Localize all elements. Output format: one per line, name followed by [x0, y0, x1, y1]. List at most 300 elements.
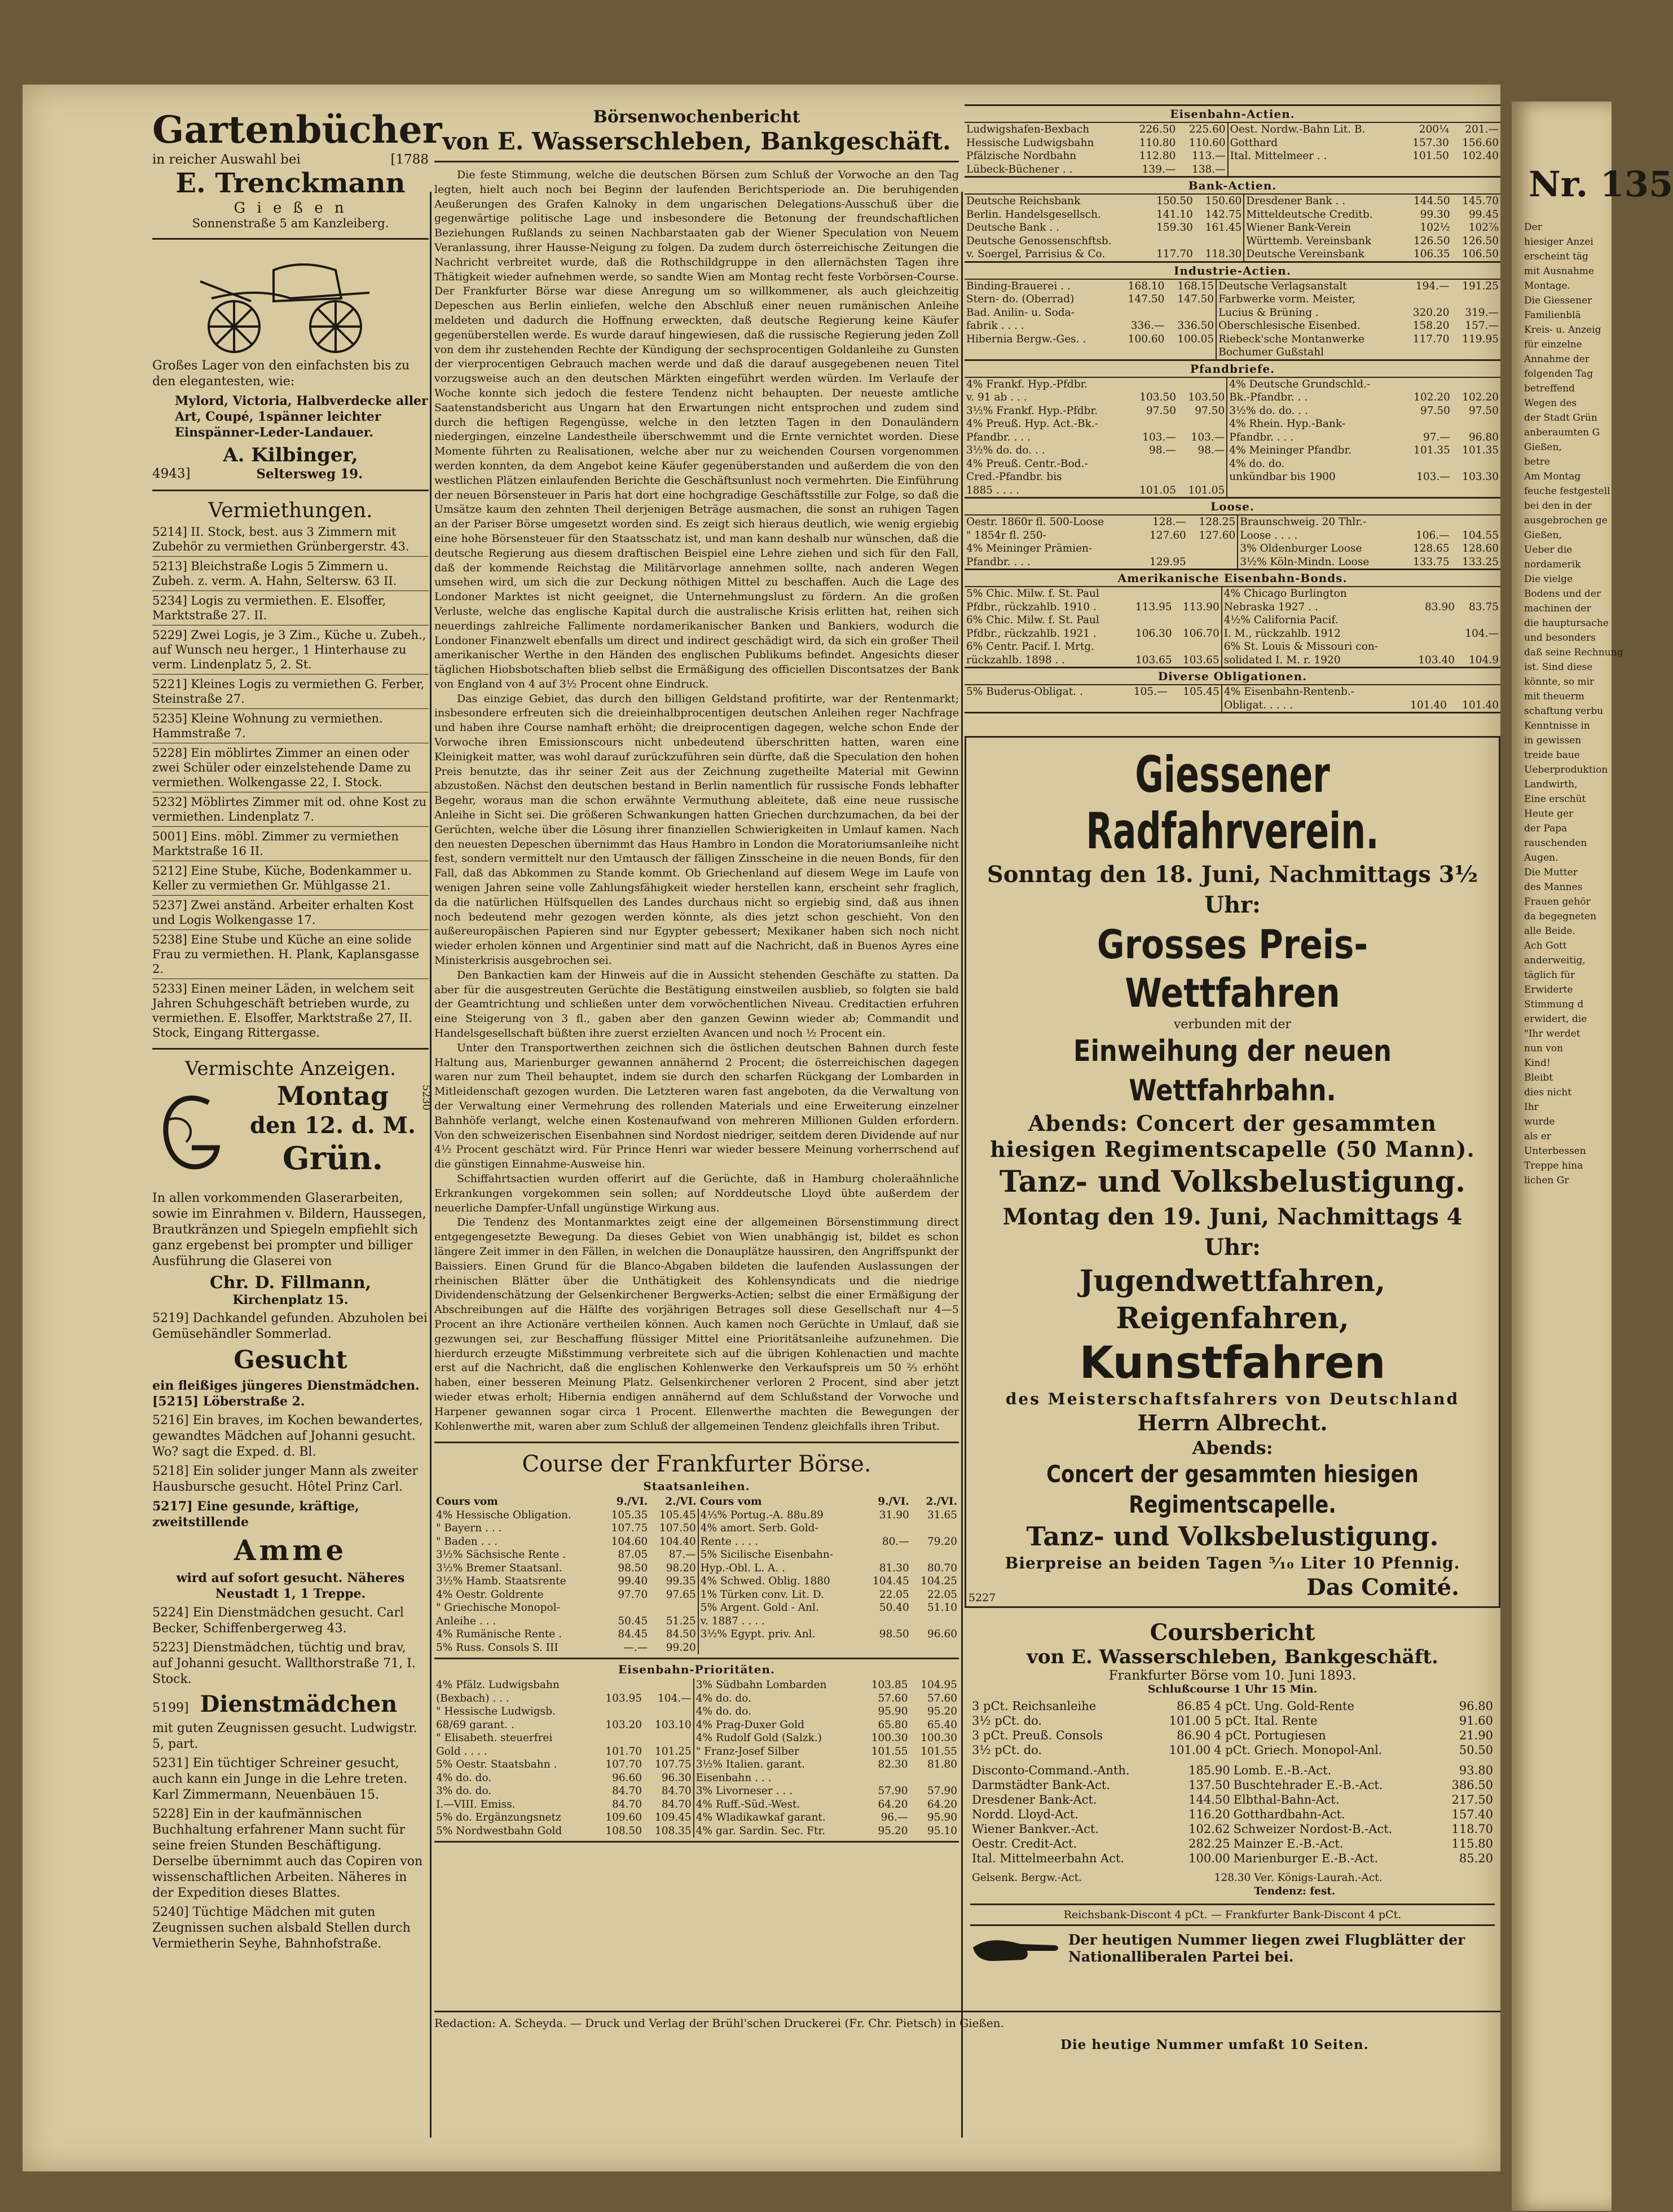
table-cell: 100.05: [1177, 333, 1214, 345]
table-cell: 200¼: [1419, 124, 1449, 135]
table-cell: 3½ pCt. do.: [972, 1714, 1042, 1728]
table-cell: Pfandbr. . . .: [966, 556, 1031, 568]
table-cell: 96.80: [1469, 431, 1499, 443]
table-cell: 102½: [1420, 222, 1450, 233]
table-cell: 51.10: [927, 1602, 957, 1614]
cb-gelsenk: Gelsenk. Bergw.-Act.: [972, 1872, 1082, 1884]
table-cell: 106.30: [1135, 627, 1172, 640]
next-page-fragment: täglich für: [1524, 970, 1575, 981]
next-page-number: Nr. 135: [1529, 164, 1673, 205]
table-cell: 101.00: [1169, 1714, 1211, 1728]
next-page-fragment: ausgebrochen ge: [1524, 515, 1608, 526]
table-cell: 147.50: [1177, 293, 1214, 305]
table-cell: 95.90: [878, 1706, 908, 1718]
table-cell: 97.65: [666, 1588, 696, 1601]
table-cell: [1451, 346, 1501, 359]
table-cell: Disconto-Command.-Anth.: [972, 1764, 1130, 1777]
table-cell: I. M., rückzahlb. 1912: [1222, 627, 1409, 641]
table-cell: Buschtehrader E.-B.-Act.: [1233, 1778, 1383, 1792]
table-cell: (Bexbach) . . .: [436, 1692, 509, 1704]
table-cell: Bochumer Gußstahl: [1216, 346, 1402, 359]
table-cell: Wiener Bank-Verein: [1244, 221, 1403, 235]
table-cell: " Elisabeth. steuerfrei: [436, 1732, 553, 1744]
table-cell: 95.20: [927, 1706, 957, 1718]
table-cell: 4% Meininger Prämien-: [966, 543, 1093, 554]
table-cell: 102.62: [1188, 1822, 1230, 1836]
gesucht-text: ein fleißiges jüngeres Dienstmädchen. [5215] Löberstraße 2.: [152, 1378, 420, 1409]
ad-divider: [152, 556, 429, 557]
verm-item: 5233] Einen meiner Läden, in welchem seit Jahren Schuhgeschäft betrieben wurde, zu vermiethen. E. Elsoffer, Marktstraße 27, II. Stock, Eingang Rittergasse.: [152, 982, 415, 1039]
table-row: [434, 1588, 959, 1602]
table-cell: [1401, 163, 1451, 177]
table-cell: 117.70: [1156, 248, 1193, 260]
montag-date: den 12. d. M.: [250, 1112, 416, 1139]
table-cell: [601, 1601, 649, 1615]
table-cell: 4% Ruff.-Süd.-West.: [694, 1798, 860, 1812]
table-cell: Oest. Nordw.-Bahn Lit. B.: [1228, 123, 1401, 136]
eisenprio-head: Eisenbahn-Prioritäten.: [618, 1663, 775, 1677]
table-row: [434, 1628, 959, 1641]
next-page-fragment: machinen der: [1524, 603, 1591, 614]
table-cell: [1117, 346, 1166, 359]
table-row: [965, 601, 1500, 614]
table-cell: 159.30: [1156, 222, 1193, 233]
table-cell: 102.20: [1414, 391, 1450, 403]
table-cell: 119.95: [1462, 333, 1499, 345]
table-cell: Mainzer E.-B.-Act.: [1233, 1837, 1344, 1850]
table-cell: 168.15: [1177, 280, 1214, 292]
next-page-fragment: Heute ger: [1524, 808, 1574, 819]
table-cell: Mitteldeutsche Creditb.: [1244, 208, 1403, 222]
table-cell: [1195, 235, 1244, 248]
table-row: [970, 1763, 1495, 1778]
table-cell: Darmstädter Bank-Act.: [972, 1778, 1111, 1792]
table-cell: 4% Frankf. Hyp.-Pfdbr.: [966, 378, 1088, 390]
table-row: [434, 1758, 959, 1772]
table-cell: 101.55: [871, 1745, 908, 1757]
table-row: [965, 235, 1500, 248]
table-row: [434, 1719, 959, 1732]
table-cell: 51.25: [666, 1615, 696, 1627]
table-cell: 138.—: [1191, 163, 1226, 175]
table-cell: 4% do. do.: [694, 1705, 860, 1719]
table-cell: [1409, 627, 1456, 641]
table-row: [965, 515, 1500, 529]
table-cell: 139.—: [1142, 163, 1176, 175]
table-cell: 57.60: [927, 1692, 957, 1704]
table-cell: [1403, 457, 1452, 471]
table-cell: 86.90: [1177, 1729, 1211, 1742]
table-cell: 112.80: [1139, 150, 1176, 162]
table-cell: 3½% Italien. garant.: [694, 1758, 860, 1772]
table-cell: [1456, 640, 1500, 654]
table-cell: 99.45: [1469, 208, 1499, 221]
table-cell: [1139, 542, 1188, 556]
table-cell: 104.—: [658, 1692, 692, 1704]
table-cell: [1129, 457, 1178, 471]
table-cell: solidated I. M. r. 1920: [1222, 654, 1409, 667]
table-row: [970, 1743, 1495, 1757]
table-cell: 4% Eisenbahn-Rentenb.-: [1222, 685, 1397, 699]
table-cell: 21.90: [1459, 1729, 1493, 1742]
verm-item: 5228] Ein möblirtes Zimmer an einen oder zwei Schüler oder einzelstehende Dame zu vermiethen. Wolkengasse 22, I. Stock.: [152, 746, 411, 789]
table-cell: 3½% do. do. . .: [1227, 404, 1403, 418]
table-cell: [1146, 235, 1195, 248]
table-cell: 22.05: [927, 1588, 957, 1601]
table-cell: 226.50: [1139, 124, 1176, 135]
table-cell: Hyp.-Obl. L. A. .: [698, 1562, 863, 1575]
dienst-text: mit guten Zeugnissen gesucht. Ludwigstr. 5, part.: [152, 1721, 417, 1751]
table-cell: [1451, 515, 1500, 529]
table-cell: 101.55: [921, 1745, 957, 1757]
table-cell: fabrik . . . .: [966, 320, 1024, 332]
table-cell: 31.65: [927, 1509, 957, 1521]
table-cell: 3 pCt. Preuß. Consols: [972, 1729, 1103, 1742]
radfahr-herrn: Herrn Albrecht.: [1137, 1410, 1328, 1435]
item-5231: 5231] Ein tüchtiger Schreiner gesucht, auch kann ein Junge in die Lehre treten. Karl Zimmermann, Neuenbäuen 15.: [152, 1756, 408, 1802]
table-row: [965, 431, 1500, 444]
table-cell: " Bayern . . .: [436, 1522, 502, 1535]
garten-title: Gartenbücher: [152, 108, 442, 152]
table-cell: Oberschlesische Eisenbed.: [1216, 319, 1402, 333]
table-cell: [595, 1731, 644, 1745]
table-cell: 4% Rhein. Hyp.-Bank-: [1227, 417, 1403, 431]
table-cell: 142.75: [1205, 208, 1242, 221]
table-cell: 3½% Egypt. priv. Anl.: [698, 1628, 863, 1641]
table-cell: 117.70: [1412, 333, 1450, 345]
table-cell: Dresdener Bank . .: [1244, 195, 1403, 208]
table-cell: 3 pCt. Reichsanleihe: [972, 1699, 1097, 1713]
table-cell: [1456, 587, 1500, 601]
table-cell: 104.55: [1462, 529, 1499, 541]
table-cell: 150.50: [1156, 195, 1193, 207]
next-page-fragment: in gewissen: [1524, 735, 1582, 746]
loose-section-head: Loose.: [965, 497, 1500, 515]
table-cell: 99.35: [666, 1575, 696, 1588]
table-cell: [1188, 556, 1238, 569]
eisen-table: [965, 123, 1500, 176]
table-cell: 4% amort. Serb. Gold-: [698, 1522, 863, 1535]
table-row: [434, 1641, 959, 1655]
verm-item: 5221] Kleines Logis zu vermiethen G. Ferber, Steinstraße 27.: [152, 677, 425, 706]
item-5199: 5199]: [152, 1701, 189, 1715]
table-row: [965, 346, 1500, 359]
wagen-list: Mylord, Victoria, Halbverdecke aller Art, Coupé, 1spänner leichter Einspänner-Leder-Landauer.: [175, 394, 428, 440]
table-cell: 4½% California Pacif.: [1222, 614, 1409, 627]
table-cell: 100.00: [1188, 1852, 1230, 1865]
table-cell: 144.50: [1413, 195, 1450, 207]
next-page-fragment: Kreis- u. Anzeig: [1524, 324, 1601, 336]
table-cell: 147.50: [1128, 293, 1165, 305]
report-paragraph: Das einzige Gebiet, das durch den billigen Geldstand profitirte, war der Rentenmarkt; insbesondere erfreuten sich die dreieinhalbprocentigen deutschen Anleihen reger Nachfrage und haben ihre Course namhaft erhöht; die dreiprocentigen dagegen, welche schon Ende der Vorwoche ihren Emissionscours nicht unbedeutend überschritten hatten, waren eine Kleinigkeit matter, was wohl darauf zurückzuführen sein dürfte, daß die Speculation den hohen Preis benutzte, das ihr seiner Zeit aus der Zeichnung zugetheilte Material mit Gewinn abzustoßen. Nächst den deutschen bestand in Berlin namentlich für russische Fonds lebhafter Begehr, woraus man die schon erwähnte Vermuthung ableitete, daß eine neue russische Anleihe in Sicht sei. Die größeren Schwankungen hatten Griechen durchzumachen, da bei der Gerüchten, welche über die Lösung ihrer finanziellen Schwierigkeiten in Umlauf kamen. Nach den neuesten Depeschen übernimmt das Haus Hambro in London die Moratoriumsanleihe nicht fest, sondern vermittelt nur den Umtausch der fälligen Zinsscheine in die neuen Bonds, für den Fall, daß das Abkommen zu Stande kommt. Ob Griechenland auf diesem Wege im Laufe von wenigen Jahren seine volle Zahlungsfähigkeit wieder herstellen kann, erscheint sehr fraglich, da die natürlichen Hülfsquellen des Landes durchaus nicht so ergiebig sind, daß aus ihnen noch bedeutend mehr gezogen werden könnte, als dies jetzt schon geschieht. Von den außereuropäischen Papieren sind nur Egypter gebessert; Mexikaner haben sich noch nicht wieder erholen können und Argentinier sind matt auf die Nachricht, daß in Buenos Ayres eine Ministerkrisis ausgebrochen sei.: [434, 692, 959, 967]
column-header: 2./VI.: [926, 1496, 957, 1508]
table-cell: 4% Deutsche Grundschld.-: [1227, 378, 1403, 391]
table-cell: 3½% Hamb. Staatsrente: [436, 1575, 566, 1588]
courses-title: Course der Frankfurter Börse.: [522, 1451, 871, 1478]
table-cell: " Franz-Josef Silber: [694, 1745, 860, 1759]
table-cell: [1403, 484, 1452, 497]
verm-item: 5235] Kleine Wohnung zu vermiethen. Hammstraße 7.: [152, 712, 383, 740]
table-cell: 107.75: [655, 1759, 692, 1771]
table-cell: [1397, 685, 1449, 699]
next-page-fragment: Eine erschüt: [1524, 794, 1586, 805]
cb-title: Coursbericht: [1150, 1619, 1315, 1646]
table-cell: Gold . . . .: [436, 1745, 487, 1757]
table-cell: Deutsche Verlagsanstalt: [1216, 280, 1402, 293]
table-cell: Obligat. . . . .: [1222, 699, 1397, 712]
table-row: [965, 163, 1500, 177]
table-cell: 68/69 garant. .: [436, 1719, 514, 1731]
table-cell: 101.25: [655, 1745, 692, 1757]
table-row: [434, 1562, 959, 1575]
table-cell: [1451, 293, 1501, 306]
table-cell: 87.—: [668, 1549, 696, 1561]
table-cell: Ludwigshafen-Bexbach: [966, 124, 1090, 135]
next-page-fragment: Stimmung d: [1524, 999, 1584, 1010]
next-page-fragment: Augen.: [1524, 852, 1558, 863]
table-cell: Binding-Brauerei . .: [966, 280, 1071, 292]
table-cell: [863, 1641, 911, 1655]
table-cell: 217.50: [1451, 1793, 1493, 1806]
table-cell: 84.70: [661, 1798, 692, 1810]
table-cell: 64.20: [878, 1798, 908, 1810]
cb-tendenz: Tendenz: fest.: [1254, 1885, 1336, 1897]
table-cell: [1121, 699, 1169, 712]
adjacent-page: [1512, 102, 1673, 2211]
next-page-fragment: Ueber die: [1524, 544, 1573, 556]
table-cell: [1449, 685, 1500, 699]
table-cell: 319.—: [1465, 306, 1499, 319]
table-row: [965, 280, 1500, 293]
table-cell: 86.85: [1177, 1699, 1211, 1713]
table-cell: 386.50: [1451, 1778, 1493, 1792]
table-cell: 191.25: [1462, 280, 1499, 292]
report-paragraph: Schiffahrtsactien wurden offerirt auf die Gerüchte, daß in Hamburg choleraähnliche Erkrankungen vorgekommen sein sollen; auf Norddeutsche Lloyd übte außerdem der neuerliche Dampfer-Unfall ungünstige Wirkung aus.: [434, 1172, 959, 1214]
table-cell: Nordd. Lloyd-Act.: [972, 1808, 1079, 1821]
item-5228b: 5228] Ein in der kaufmännischen Buchhaltung erfahrener Mann sucht für seine freien Stunden Beschäftigung. Derselbe übernimmt auch das Copiren von wissenschaftlichen Arbeiten. Näheres in der Expedition dieses Blattes.: [152, 1807, 423, 1900]
table-cell: Pfälzische Nordbahn: [966, 150, 1077, 162]
table-cell: 113.95: [1135, 601, 1172, 613]
table-cell: 129.95: [1150, 556, 1186, 568]
next-page-fragment: Der: [1524, 222, 1542, 233]
table-cell: Gotthard: [1228, 136, 1401, 150]
footer-rule: [434, 2011, 1500, 2012]
glaser-text: In allen vorkommenden Glaserarbeiten, sowie im Einrahmen v. Bildern, Haussegen, Brautkränzen und Spiegeln empfiehlt sich ganz ergebenst bei prompter und billiger Ausführung die Glaserei von: [152, 1191, 426, 1268]
table-cell: Cred.-Pfandbr. bis: [966, 471, 1062, 483]
table-cell: [1452, 417, 1500, 431]
table-cell: 4 pCt. Ung. Gold-Rente: [1214, 1699, 1354, 1713]
table-cell: Hessische Ludwigsbahn: [966, 136, 1094, 149]
report-paragraph: Die feste Stimmung, welche die deutschen Börsen zum Schluß der Vorwoche an den Tag legten, hielt auch noch bei Beginn der laufenden Berichtsperiode an. Die beruhigenden Aeußerungen des Grafen Kalnoky in dem ungarischen Delegations-Ausschuß über die gegenwärtige politische Lage und insbesondere die Betonung der freundschaftlichen Beziehungen Rußlands zu seinen Nachbarstaaten gab der Wiener Speculation von Neuem Veranlassung, ihrer Hausse-Neigung zu folgen. Da zudem durch österreichische Zeitungen die Nachricht verbreitet wurde, daß die Rothschildgruppe in den allernächsten Tagen ihre Thätigkeit wieder aufnehmen werde, so sandte Wien am Montag recht feste Vorbörsen-Course. Der Frankfurter Börse war diese Anregung um so willkommener, als auch gleichzeitig Depeschen aus Berlin einliefen, welche den Abschluß einer neuen rumänischen Anleihe meldeten und dadurch die Hoffnung erweckten, daß deutsche Regierung keine Käufer gegenüberstellen werde. Es wurde darauf hingewiesen, daß die russische Regierung jeden Zoll von dem ihr zustehenden Rechte der Kündigung der sechsprocentigen Goldanleihe zu Gunsten der vierprocentigen Gebrauch machen werde und daß die darauf ausgegebenen neuen Titel vorzugsweise auch an den deutschen Märkten eingeführt werden würden. Im Verlaufe der Woche konnte sich jedoch die festere Tendenz nicht behaupten. Der neueste amtliche Saatenstandsbericht aus Ungarn hat den Erwartungen nicht entsprochen und zudem sind durch die heftigen Regengüsse, welche in den letzten Tagen in den Donauländern niedergingen, einzelne Landestheile überschwemmt und die Ernte vernichtet worden. Diese Momente führten zu Realisationen, welche aber nur zu weichenden Coursen vorgenommen werden konnten, da dem Angebot keine Käufer gegenüberstanden und außerdem die von den westlichen Plätzen einlaufenden Berichte die Geschäftsunlust noch vermehrten. Die Einführung der neuen Börsensteuer in Paris hat dort eine hochgradige Geschäftsstille zur Folge, so daß die Umsätze kaum den zehnten Theil derjenigen Beträge ausmachen, die sonst an ruhigen Tagen an der Pariser Börse umgesetzt worden sind. Es zeigt sich hieraus deutlich, wie wenig ergiebig eine hohe Börsensteuer für den Staatsschatz ist, und man kann deshalb nur wünschen, daß die deutsche Regierung aus diesem draftischen Beispiel eine Lehre ziehen und sich für den Fall, daß der kommende Reichstag die Militärvorlage annehmen sollte, nach anderen Wegen umsehen wird, um sich die zur Deckung nöthigen Mittel zu beschaffen. Auch die Lage des Londoner Marktes ist nicht geeignet, die Unternehmungslust zu fördern. An die großen Verluste, welche das englische Kapital durch die australische Krisis erlitten hat, reihen sich neuerdings zahlreiche Fallimente nordamerikanischer Banken und Bankiers, wodurch die Londoner Finanzwelt ebenfalls um direct und indirect geschädigt wird, da sich ein großer Theil amerikanischer Werthe in den Händen des englischen Publikums befindet. Angesichts dieser täglichen Hiobsbotschaften blieb selbst die Ermäßigung des officiellen Discontsatzes der Bank von England von 4 auf 3½ Procent ohne Eindruck.: [434, 169, 959, 690]
next-page-fragment: betre: [1524, 456, 1550, 468]
table-row: [434, 1798, 959, 1812]
table-cell: 84.70: [612, 1798, 642, 1810]
table-row: [965, 457, 1500, 471]
table-row: [434, 1522, 959, 1535]
table-cell: 103.10: [655, 1719, 692, 1731]
table-row: [965, 136, 1500, 150]
table-cell: v. Soergel, Parrisius & Co.: [966, 248, 1106, 260]
table-cell: 116.20: [1188, 1808, 1230, 1821]
table-cell: 168.10: [1128, 280, 1165, 292]
table-cell: [911, 1522, 959, 1535]
table-cell: [1452, 378, 1500, 391]
table-cell: 84.70: [661, 1785, 692, 1797]
radfahr-sonntag: Sonntag den 18. Juni, Nachmittags 3½ Uhr:: [987, 861, 1478, 918]
table-cell: 145.70: [1462, 195, 1499, 207]
table-row: [970, 1713, 1495, 1728]
table-cell: 109.45: [655, 1812, 692, 1824]
table-cell: [1174, 614, 1222, 627]
report-paragraph: Die Tendenz des Montanmarktes zeigt eine der allgemeinen Börsenstimmung direct entgegengesetzte Bewegung. Da dieses Gebiet von Wien unabhängig ist, bildet es schon längere Zeit immer in den Fällen, in welchen die Donauplätze haussiren, den Angriffspunkt der Baissiers. Einen Grund für die Blanco-Abgaben bildeten die laufenden Auslassungen der rheinischen Blätter über die Unthätigkeit des Kohlensyndicats und die niedrige Dividendenschätzung der Gelsenkirchener Bergwerks-Actien; selbst die einer Ermäßigung der Abschreibungen auf die Hälfte des vorjährigen Betrages soll diese Gesellschaft nur 4—5 Procent an ihre Actionäre vertheilen können. Auch kamen noch Gerüchte in Umlauf, daß sie gezwungen sei, zur Beschaffung flüssiger Mittel eine Prioritätsanleihe aufzunehmen. Die hierdurch erzeugte Mißstimmung verbreitete sich auf die übrigen Kohlenactien und machte erst auf die Nachricht, daß die englischen Kohlenwerke den Verkaufspreis um 50 ⅔ erhöht haben, einer besseren Meinung Platz. Gelsenkirchener verloren 2 Procent, sind aber jetzt wieder etwas erholt; Hibernia endigen annähernd auf dem Schlußstand der Vorwoche und Harpener gewannen sogar circa 1 Procent. Ellenwerthe machten die Bewegungen der Kohlenwerthe mit, waren aber zum Schluß der allgemeinen Tendenz gleichfalls ihren Tribut.: [434, 1216, 959, 1433]
item-5218: 5218] Ein solider junger Mann als zweiter Hausbursche gesucht. Hôtel Prinz Carl.: [152, 1464, 419, 1494]
table-cell: 3½ pCt. do.: [972, 1743, 1042, 1757]
table-cell: 108.35: [655, 1825, 692, 1837]
table-cell: Lomb. E.-B.-Act.: [1233, 1764, 1332, 1777]
table-cell: 79.20: [927, 1535, 957, 1548]
wochenbericht-body: [434, 168, 959, 1434]
table-row: [965, 614, 1500, 627]
verm-item: 5229] Zwei Logis, je 3 Zim., Küche u. Zubeh., auf Wunsch neu herger., 1 Hinterhause zu verm. Lindenplatz 5, 2. St.: [152, 628, 426, 671]
table-cell: 127.60: [1150, 529, 1186, 541]
radfahr-comite: Das Comité.: [1306, 1574, 1459, 1601]
table-cell: 65.40: [927, 1719, 957, 1731]
cb-hinweis: Der heutigen Nummer liegen zwei Flugblätter der Nationalliberalen Partei bei.: [1068, 1932, 1465, 1965]
table-cell: 96.60: [612, 1772, 642, 1784]
table-cell: [863, 1522, 911, 1535]
table-cell: 104.—: [1465, 627, 1499, 640]
table-cell: Bad. Anilin- u. Soda-: [966, 306, 1075, 319]
table-cell: 103.—: [1416, 471, 1450, 483]
gruen-ad: [152, 1080, 432, 1187]
verm-item: 5232] Möblirtes Zimmer mit od. ohne Kost zu vermiethen. Lindenplatz 7.: [152, 795, 427, 823]
next-page-fragment: Die Mutter: [1524, 867, 1578, 878]
table-cell: 109.60: [605, 1812, 642, 1824]
table-cell: 99.40: [618, 1575, 648, 1588]
table-cell: 113.90: [1182, 601, 1219, 613]
radfahr-num: 5227: [968, 1592, 996, 1604]
table-row: [965, 319, 1500, 333]
table-row: [434, 1615, 959, 1628]
table-cell: [1409, 614, 1456, 627]
radfahr-concert2: Concert der gesammten hiesigen Regimentscapelle.: [1046, 1460, 1419, 1518]
table-row: [434, 1784, 959, 1798]
table-cell: 4% do. do.: [436, 1772, 492, 1784]
table-cell: 5% Sicilische Eisenbahn-: [698, 1548, 863, 1562]
table-row: [965, 333, 1500, 346]
eisenprio-table: [434, 1678, 959, 1838]
table-cell: 5% Oestr. Staatsbahn .: [436, 1759, 557, 1771]
table-cell: 98.20: [666, 1562, 696, 1574]
table-cell: 336.—: [1130, 320, 1165, 332]
table-cell: 106.50: [1462, 248, 1499, 260]
next-page-fragment: alle Beide.: [1524, 926, 1575, 937]
table-cell: [1452, 457, 1500, 471]
table-cell: 98.50: [618, 1562, 648, 1574]
table-cell: 84.50: [666, 1628, 696, 1641]
table-row: [434, 1692, 959, 1706]
table-cell: 99.20: [666, 1641, 696, 1654]
next-page-text: [1524, 220, 1623, 1188]
table-cell: Anleihe . . .: [436, 1615, 496, 1627]
table-cell: [909, 1772, 959, 1785]
verm-item: 5234] Logis zu vermiethen. E. Elsoffer, Marktstraße 27. II.: [152, 594, 386, 622]
table-cell: [1178, 457, 1227, 471]
gesucht: Gesucht: [234, 1346, 347, 1374]
table-cell: [1402, 515, 1451, 529]
table-row: [965, 149, 1500, 163]
next-page-fragment: wurde: [1524, 1116, 1555, 1127]
table-cell: 106.35: [1413, 248, 1450, 260]
table-cell: 6% Chic. Milw. f. St. Paul: [966, 614, 1099, 626]
table-cell: 3½% Frankf. Hyp.-Pfdbr.: [966, 404, 1098, 417]
next-page-fragment: Bodens und der: [1524, 588, 1601, 600]
cb-table-b: [970, 1763, 1495, 1866]
table-cell: Nebraska 1927 . .: [1222, 601, 1409, 614]
table-cell: [1126, 614, 1174, 627]
next-page-fragment: Montage.: [1524, 280, 1570, 292]
next-page-fragment: mit Ausnahme: [1524, 266, 1594, 277]
table-cell: 110.80: [1139, 136, 1176, 149]
table-cell: v. 91 ab . . .: [966, 391, 1027, 403]
table-row: [965, 404, 1500, 418]
cb-schluss: Schlußcourse 1 Uhr 15 Min.: [1147, 1683, 1318, 1695]
next-page-fragment: Gießen,: [1524, 530, 1562, 541]
verm-list: [152, 525, 429, 1040]
table-cell: Rente . . . .: [698, 1535, 863, 1549]
table-cell: 82.30: [878, 1759, 908, 1771]
amme-text: wird auf sofort gesucht. Näheres Neustadt 1, 1 Treppe.: [176, 1571, 405, 1601]
table-cell: [644, 1705, 694, 1719]
table-cell: 108.50: [605, 1825, 642, 1837]
next-page-fragment: nun von: [1524, 1043, 1564, 1054]
table-cell: Oestr. 1860r fl. 500-Loose: [966, 516, 1104, 528]
table-cell: Ital. Mittelmeer . .: [1228, 149, 1401, 163]
table-cell: 137.50: [1188, 1778, 1230, 1792]
table-cell: 97.—: [1423, 431, 1450, 443]
table-row: [965, 208, 1500, 222]
table-cell: 141.10: [1156, 208, 1193, 221]
table-cell: 105.—: [1133, 686, 1168, 698]
table-cell: 144.50: [1188, 1793, 1230, 1806]
table-cell: Ital. Mittelmeerbahn Act.: [972, 1852, 1125, 1865]
table-cell: 95.10: [927, 1825, 957, 1837]
next-page-fragment: daß seine Rechnung: [1524, 647, 1623, 658]
glaser-addr: Kirchenplatz 15.: [232, 1293, 349, 1307]
next-page-fragment: rauschenden: [1524, 838, 1587, 849]
table-cell: Pfdbr., rückzahlb. 1921 .: [966, 627, 1097, 640]
next-page-fragment: ist. Sind diese: [1524, 662, 1593, 673]
next-page-fragment: Ihr: [1524, 1101, 1539, 1113]
glaser-name: Chr. D. Fillmann,: [209, 1273, 372, 1293]
table-cell: 4% Rumänische Rente .: [436, 1628, 562, 1641]
next-page-fragment: Familienblä: [1524, 310, 1581, 321]
table-cell: 96.—: [880, 1812, 908, 1824]
table-row: [434, 1731, 959, 1745]
table-cell: 97.50: [1469, 404, 1499, 417]
table-cell: [1403, 378, 1452, 391]
table-cell: 83.75: [1469, 601, 1499, 613]
table-cell: 104.95: [921, 1679, 957, 1691]
next-page-fragment: die hauptursache: [1524, 618, 1609, 629]
next-page-fragment: Unterbessen: [1524, 1145, 1586, 1157]
radfahr-ad: [965, 736, 1500, 1608]
table-row: [970, 1822, 1495, 1836]
table-cell: 99.30: [1420, 208, 1450, 221]
table-cell: 31.90: [879, 1509, 909, 1521]
table-cell: 50.50: [1459, 1743, 1493, 1757]
pfand-table: [965, 378, 1500, 497]
